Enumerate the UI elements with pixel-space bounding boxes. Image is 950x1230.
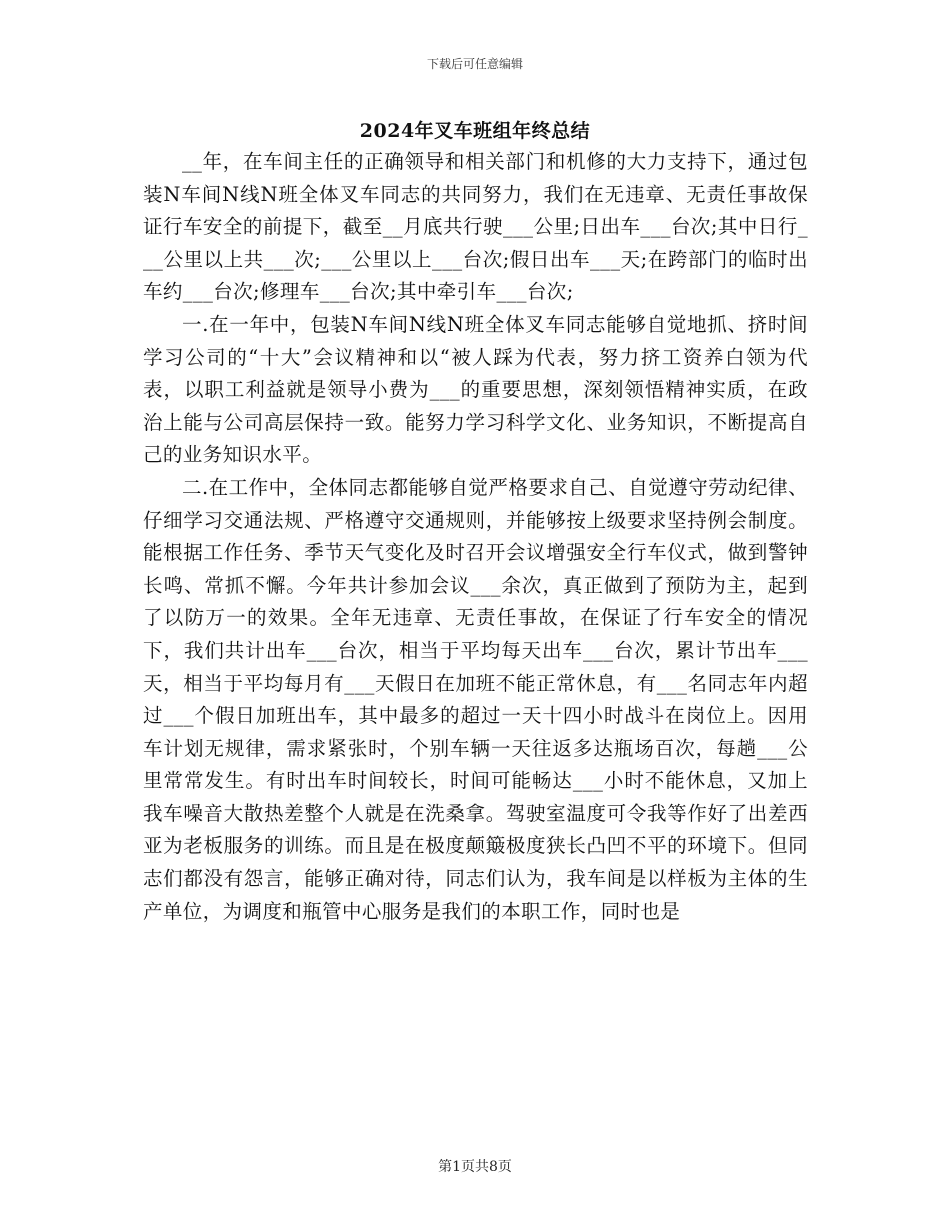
- page-number: 第1页共8页: [438, 1159, 512, 1175]
- paragraph-section-two: 二.在工作中，全体同志都能够自觉严格要求自己、自觉遵守劳动纪律、仔细学习交通法规、严格遵守交通规则，并能够按上级要求坚持例会制度。能根据工作任务、季节天气变化及时召开会议增强安全行车仪式，做到警钟长鸣、常抓不懈。今年共计参加会议___余次，真正做到了预防为主，起到了以防万一的效果。全年无违章、无责任事故，在保证了行车安全的情况下，我们共计出车___台次，相当于平均每天出车___台次，累计节出车___天，相当于平均每月有___天假日在加班不能正常休息，有___名同志年内超过___个假日加班出车，其中最多的超过一天十四小时战斗在岗位上。因用车计划无规律，需求紧张时，个别车辆一天往返多达瓶场百次，每趟___公里常常发生。有时出车时间较长，时间可能畅达___小时不能休息，又加上我车噪音大散热差整个人就是在洗桑拿。驾驶室温度可令我等作好了出差西亚为老板服务的训练。而且是在极度颠簸极度狭长凸凹不平的环境下。但同志们都没有怨言，能够正确对待，同志们认为，我车间是以样板为主体的生产单位，为调度和瓶管中心服务是我们的本职工作，同时也是: [143, 475, 808, 923]
- paragraph-section-one: 一.在一年中，包装N车间N线N班全体叉车同志能够自觉地抓、挤时间学习公司的“十大”会议精神和以“被人踩为代表，努力挤工资养白领为代表，以职工利益就是领导小费为___的重要思想，深刻领悟精神实质，在政治上能与公司高层保持一致。能努力学习科学文化、业务知识，不断提高自己的业务知识水平。: [143, 312, 808, 467]
- paragraph-intro: __年，在车间主任的正确领导和相关部门和机修的大力支持下，通过包装N车间N线N班全体叉车同志的共同努力，我们在无违章、无责任事故保证行车安全的前提下，截至__月底共行驶___公里;日出车___台次;其中日行___公里以上共___次;___公里以上___台次;假日出车___天;在跨部门的临时出车约___台次;修理车___台次;其中牵引车___台次;: [143, 150, 808, 304]
- document-title: 2024年叉车班组年终总结: [359, 120, 591, 142]
- document-body: [143, 146, 808, 928]
- header-note: 下载后可任意编辑: [426, 57, 523, 71]
